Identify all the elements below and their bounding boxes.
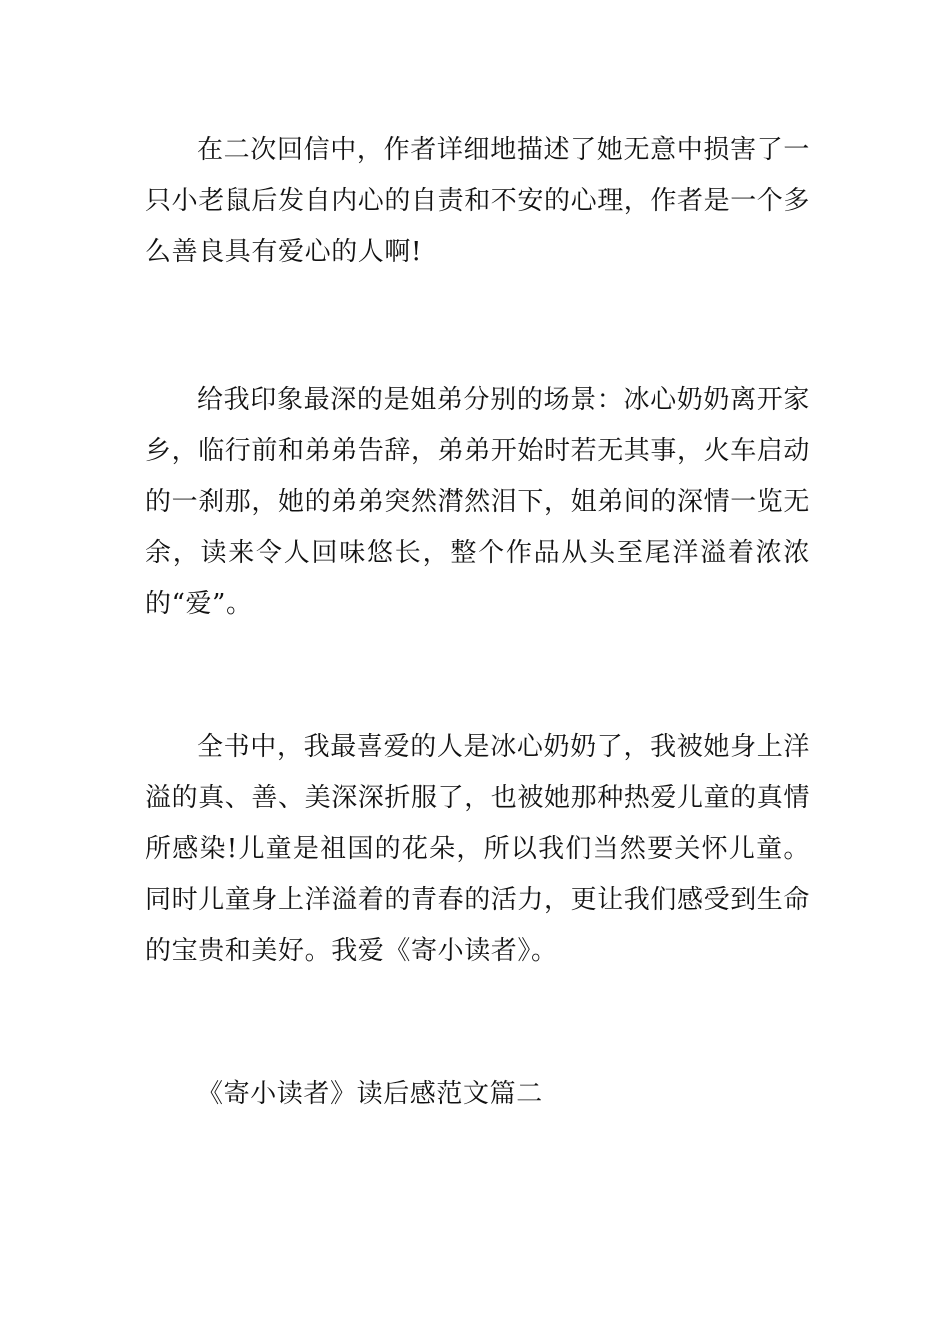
- paragraph-reply-letter: 在二次回信中，作者详细地描述了她无意中损害了一只小老鼠后发自内心的自责和不安的心理，作者是一个多么善良具有爱心的人啊!: [145, 135, 811, 267]
- paragraph-farewell-scene: 给我印象最深的是姐弟分别的场景：冰心奶奶离开家乡，临行前和弟弟告辞，弟弟开始时若无其事，火车启动的一刹那，她的弟弟突然潸然泪下，姐弟间的深情一览无余，读来令人回味悠长，整个作品从头至尾洋溢着浓浓的“爱”。: [145, 385, 811, 619]
- paragraph-favorite-person: 全书中，我最喜爱的人是冰心奶奶了，我被她身上洋溢的真、善、美深深折服了，也被她那种热爱儿童的真情所感染!儿童是祖国的花朵，所以我们当然要关怀儿童。同时儿童身上洋溢着的青春的活力，更让我们感受到生命的宝贵和美好。我爱《寄小读者》。: [145, 732, 811, 966]
- section-heading: 《寄小读者》读后感范文篇二: [197, 1079, 543, 1109]
